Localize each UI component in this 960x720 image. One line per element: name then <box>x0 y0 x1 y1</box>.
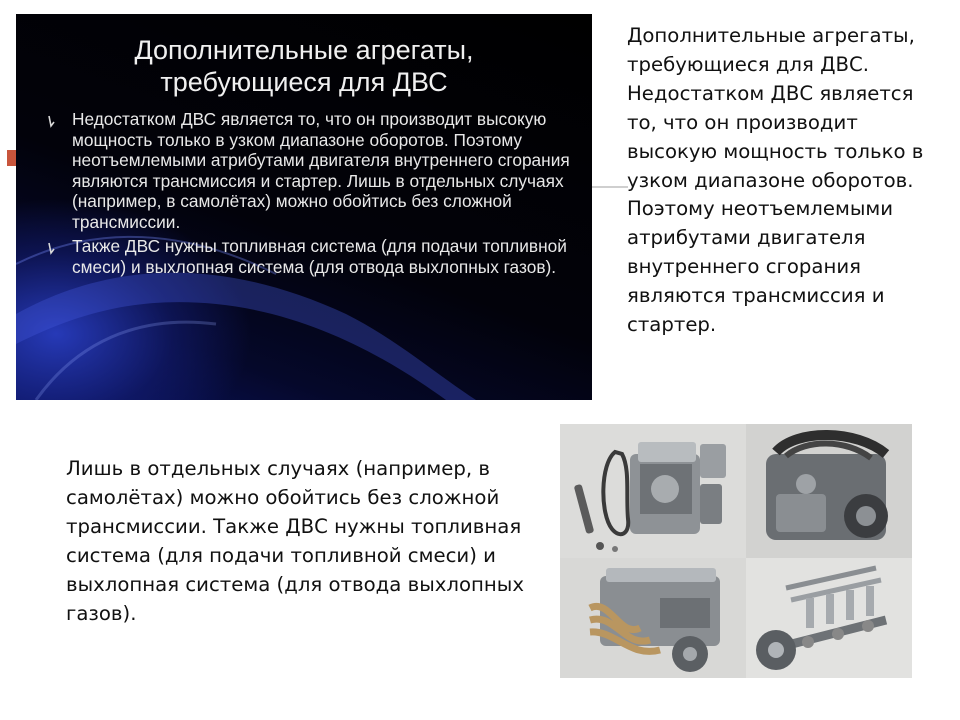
engine-block-icon <box>746 424 912 558</box>
slide-title-line: требующиеся для ДВС <box>160 67 448 97</box>
decorative-red-tick <box>7 150 16 166</box>
bottom-text-block: Лишь в отдельных случаях (например, в самолётах) можно обойтись без сложной трансмиссии. Также ДВС нужны топливная система (для подачи топливной смеси) и выхлопная система (для отвода выхлопных газов). <box>66 457 524 625</box>
engine-crankshaft-icon <box>746 558 912 678</box>
engine-photo-grid <box>560 424 912 678</box>
right-text-block: Дополнительные агрегаты, требующиеся для ДВС. Недостатком ДВС является то, что он производит высокую мощность только в узком диапазоне оборотов. Поэтому неотъемлемыми атрибутами двигателя внутреннего сгорания являются трансмиссия и стартер. <box>627 24 924 337</box>
slide-bullet-item <box>34 109 574 232</box>
decorative-gray-line <box>592 186 628 188</box>
slide-bullet-item <box>34 236 574 277</box>
bullet-mark-icon <box>48 113 55 129</box>
bullet-mark-icon <box>48 240 55 256</box>
slide-bullet-text: Также ДВС нужны топливная система (для подачи топливной смеси) и выхлопная система (для отвода выхлопных газов). <box>72 236 567 277</box>
slide-title-line: Дополнительные агрегаты, <box>134 35 474 65</box>
slide-bullet-list <box>34 109 574 281</box>
engine-exhaust-manifold-icon <box>560 558 746 678</box>
slide-screenshot <box>16 14 592 400</box>
slide-title <box>16 34 592 98</box>
engine-timing-chain-icon <box>560 424 746 558</box>
slide-bullet-text: Недостатком ДВС является то, что он производит высокую мощность только в узком диапазоне оборотов. Поэтому неотъемлемыми атрибутами двигателя внутреннего сгорания являются трансмиссия и стартер. Лишь в отдельных случаях (например, в самолётах) можно обойтись без сложной трансмиссии. <box>72 109 570 232</box>
